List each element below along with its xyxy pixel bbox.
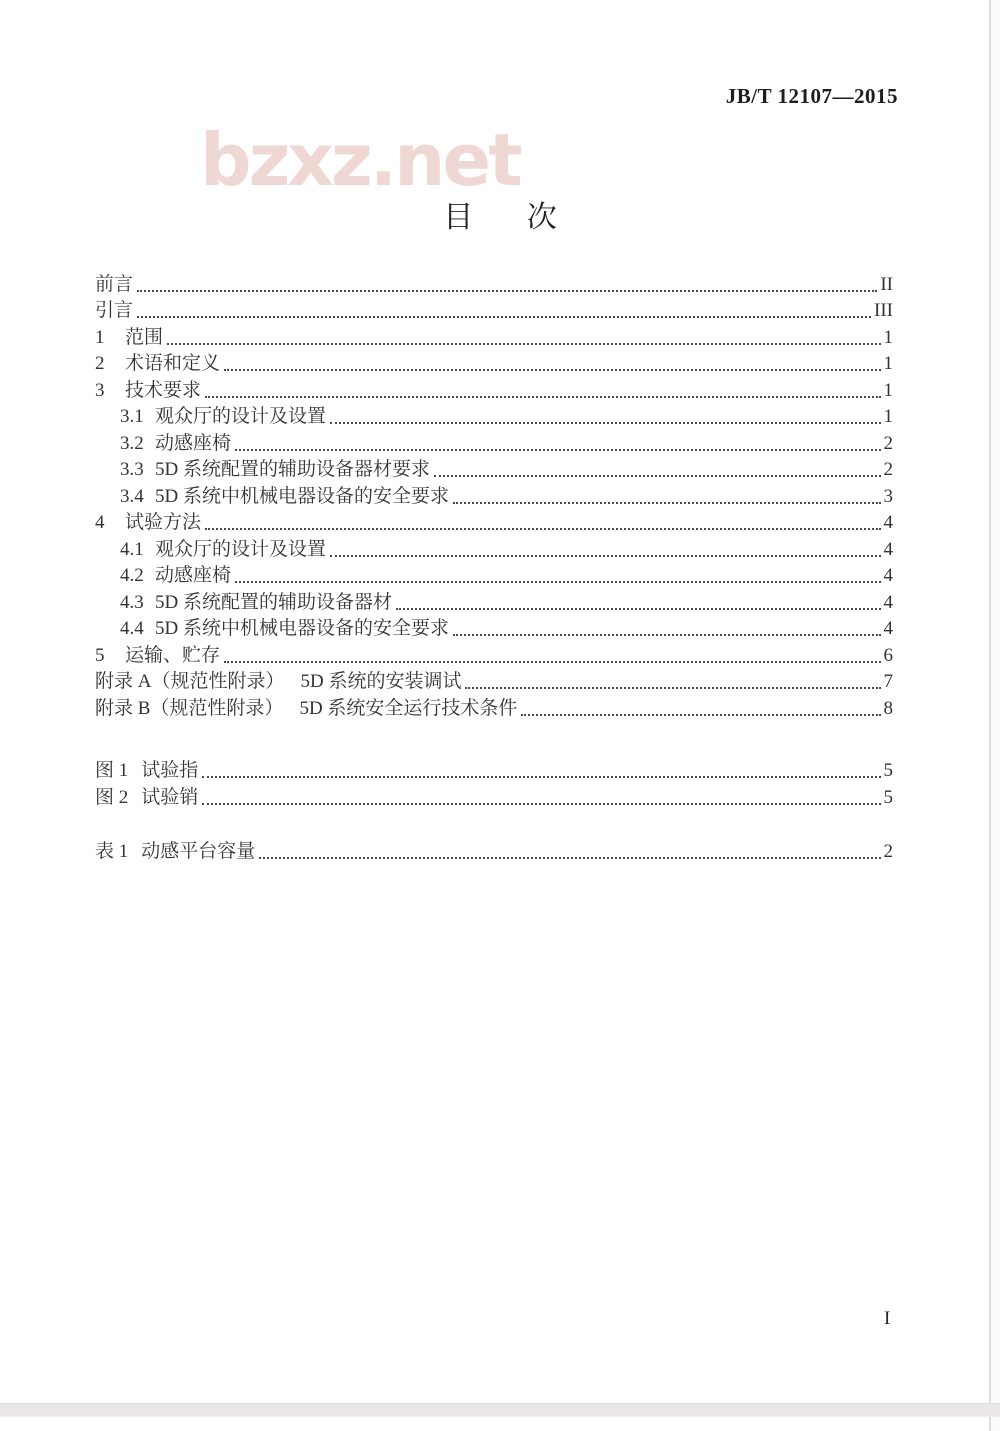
toc-entry-number: 4 bbox=[95, 512, 105, 533]
toc-entry-page: 4 bbox=[883, 565, 893, 586]
toc-entry-label: 术语和定义 bbox=[125, 353, 221, 374]
toc-leader-dots bbox=[465, 687, 880, 689]
toc-entry-label: 动感平台容量 bbox=[141, 841, 256, 862]
toc-entry-label: 5D 系统的安装调试 bbox=[300, 671, 462, 692]
toc-entry bbox=[95, 615, 893, 642]
toc-entry-label: 前言 bbox=[95, 273, 134, 295]
toc-section-figures bbox=[95, 757, 893, 810]
toc-entry-number: 1 bbox=[95, 326, 105, 348]
toc-entry-number: 3.4 bbox=[120, 485, 144, 507]
toc-entry bbox=[95, 270, 893, 297]
toc-leader-dots bbox=[167, 343, 880, 345]
toc-entry-label: 5D 系统配置的辅助设备器材要求 bbox=[155, 459, 430, 480]
toc-entry-page: 1 bbox=[883, 406, 893, 427]
toc-entry-page: 3 bbox=[883, 485, 893, 507]
toc-entry-page: 4 bbox=[883, 591, 893, 613]
toc-entry-page: 5 bbox=[883, 760, 893, 781]
toc-leader-dots bbox=[396, 608, 881, 610]
toc-entry-label: 观众厅的设计及设置 bbox=[155, 538, 327, 560]
scan-right-margin bbox=[991, 0, 1000, 1431]
toc-entry-page: 2 bbox=[883, 841, 893, 862]
toc-entry bbox=[95, 668, 893, 695]
scan-bottom-bar bbox=[0, 1403, 1000, 1417]
toc-entry-number: 3.2 bbox=[120, 432, 144, 454]
toc-entry bbox=[95, 482, 893, 509]
toc-entry bbox=[95, 429, 893, 456]
toc-entry-label: 5D 系统配置的辅助设备器材 bbox=[155, 591, 392, 613]
toc-entry-label: 试验销 bbox=[141, 786, 199, 808]
standard-code-header: JB/T 12107—2015 bbox=[725, 84, 898, 108]
toc-entry-page: 4 bbox=[883, 618, 893, 639]
toc-entry-page: 1 bbox=[883, 379, 893, 401]
toc-entry bbox=[95, 376, 893, 403]
toc-entry-number: 4.2 bbox=[120, 565, 144, 586]
toc-entry-number: 3 bbox=[95, 379, 105, 401]
toc-entry-number: 5 bbox=[95, 644, 105, 666]
toc-leader-dots bbox=[224, 369, 880, 371]
toc-entry-number: 3.1 bbox=[120, 406, 144, 427]
toc-entry-number: 附录 A（规范性附录） bbox=[95, 671, 285, 692]
toc-entry bbox=[95, 641, 893, 668]
toc-entry bbox=[95, 757, 893, 784]
toc-entry bbox=[95, 323, 893, 350]
toc-entry-number: 4.3 bbox=[120, 591, 144, 613]
toc-leader-dots bbox=[202, 803, 880, 805]
toc-entry-number: 4.1 bbox=[120, 538, 144, 560]
toc-entry bbox=[95, 456, 893, 483]
toc-leader-dots bbox=[205, 396, 880, 398]
toc-entry-label: 5D 系统中机械电器设备的安全要求 bbox=[155, 618, 449, 639]
toc-entry bbox=[95, 535, 893, 562]
toc-leader-dots bbox=[235, 581, 880, 583]
toc-entry-label: 试验指 bbox=[141, 760, 199, 781]
toc-entry-page: 1 bbox=[883, 326, 893, 348]
toc-leader-dots bbox=[330, 555, 880, 557]
toc-entry bbox=[95, 588, 893, 615]
toc-entry bbox=[95, 509, 893, 536]
toc-entry bbox=[95, 403, 893, 430]
toc-entry-label: 5D 系统安全运行技术条件 bbox=[299, 697, 518, 719]
toc-entry-number: 表 1 bbox=[95, 841, 129, 862]
toc-entry-label: 5D 系统中机械电器设备的安全要求 bbox=[155, 485, 449, 507]
toc-entry-page: 4 bbox=[883, 538, 893, 560]
toc-entry-label: 试验方法 bbox=[125, 512, 202, 533]
toc-leader-dots bbox=[521, 714, 880, 716]
toc-leader-dots bbox=[330, 422, 880, 424]
table-of-contents bbox=[95, 270, 893, 864]
toc-leader-dots bbox=[434, 475, 881, 477]
toc-entry bbox=[95, 562, 893, 589]
toc-entry-page: 2 bbox=[883, 459, 893, 480]
toc-entry-page: 8 bbox=[883, 697, 893, 719]
toc-entry bbox=[95, 694, 893, 721]
toc-entry-page: 5 bbox=[883, 786, 893, 808]
toc-leader-dots bbox=[453, 634, 881, 636]
toc-entry-page: 1 bbox=[883, 353, 893, 374]
toc-entry-label: 动感座椅 bbox=[155, 432, 232, 454]
toc-entry-number: 图 1 bbox=[95, 760, 129, 781]
toc-entry-page: 7 bbox=[883, 671, 893, 692]
toc-entry bbox=[95, 297, 893, 324]
toc-entry-page: 2 bbox=[883, 432, 893, 454]
toc-leader-dots bbox=[205, 528, 880, 530]
toc-entry bbox=[95, 350, 893, 377]
toc-entry-number: 2 bbox=[95, 353, 105, 374]
page-number: I bbox=[884, 1308, 891, 1329]
toc-entry-page: 6 bbox=[883, 644, 893, 666]
toc-leader-dots bbox=[453, 502, 881, 504]
watermark-bzxz: bzxz.net bbox=[200, 118, 520, 202]
toc-leader-dots bbox=[224, 661, 880, 663]
toc-entry-page: 4 bbox=[883, 512, 893, 533]
toc-entry-label: 动感座椅 bbox=[155, 565, 232, 586]
toc-entry-number: 附录 B（规范性附录） bbox=[95, 697, 284, 719]
toc-entry-page: III bbox=[874, 300, 893, 321]
toc-entry-number: 4.4 bbox=[120, 618, 144, 639]
toc-leader-dots bbox=[259, 857, 880, 859]
toc-leader-dots bbox=[137, 290, 877, 292]
toc-section-tables bbox=[95, 838, 893, 865]
toc-entry-label: 技术要求 bbox=[125, 379, 202, 401]
toc-entry-label: 运输、贮存 bbox=[125, 644, 221, 666]
toc-entry bbox=[95, 838, 893, 865]
toc-entry bbox=[95, 783, 893, 810]
toc-entry-label: 观众厅的设计及设置 bbox=[155, 406, 327, 427]
toc-entry-number: 3.3 bbox=[120, 459, 144, 480]
toc-entry-number: 图 2 bbox=[95, 786, 129, 808]
toc-leader-dots bbox=[235, 449, 880, 451]
toc-entry-label: 引言 bbox=[95, 300, 134, 321]
toc-entry-page: II bbox=[880, 273, 893, 295]
toc-leader-dots bbox=[137, 316, 871, 318]
toc-leader-dots bbox=[202, 776, 880, 778]
toc-section-main bbox=[95, 270, 893, 721]
page-title: 目 次 bbox=[443, 200, 557, 235]
toc-entry-label: 范围 bbox=[125, 326, 164, 348]
